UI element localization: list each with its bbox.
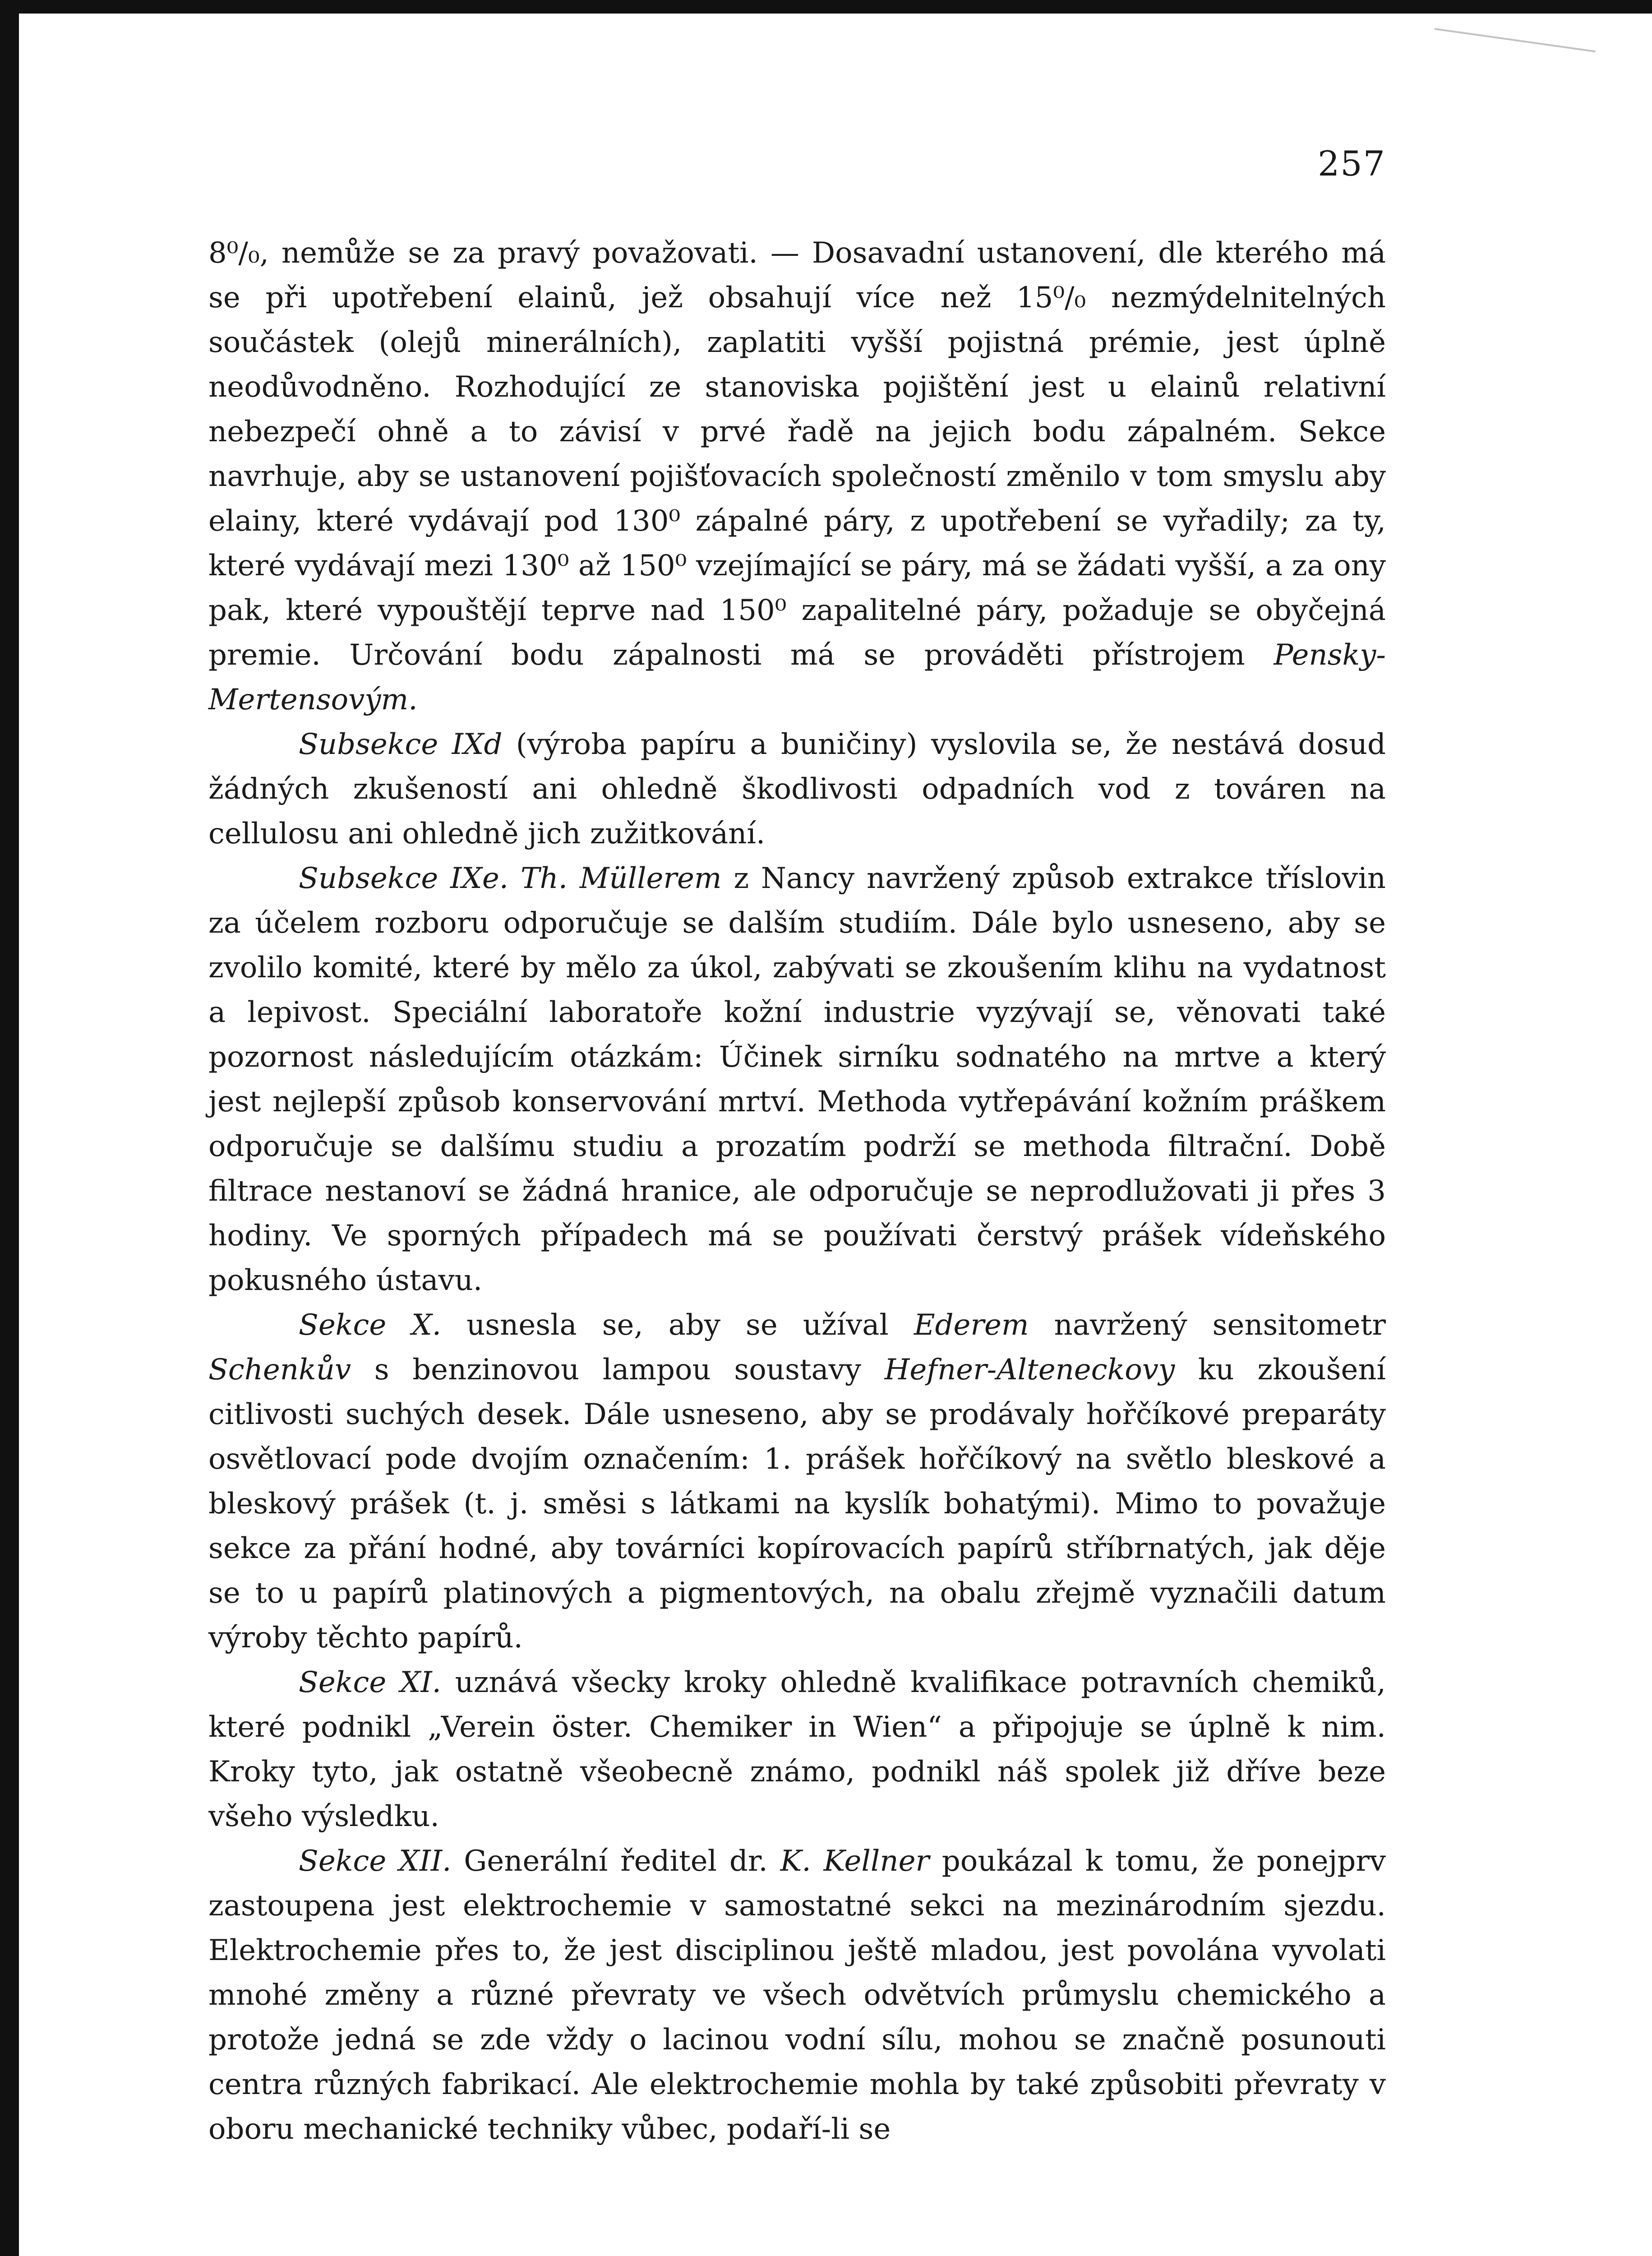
body-text [208,231,1386,2152]
text-run-italic: Hefner-Alteneckovy [884,1353,1175,1387]
text-run: (výroba papíru a buničiny) vyslovila se, že nestává dosud žádných zkušeností ani ohledně škodlivosti odpadních vod z továren na cellulosu ani ohledně jich zužitkování. [208,728,1386,851]
scan-border-left [0,0,19,2256]
text-run-italic: Pensky-Mertensovým. [208,638,1386,717]
text-run: Generální ředitel dr. [451,1845,780,1878]
text-run-italic: Subsekce IXe. Th. Müllerem [299,862,722,895]
scan-border-top [0,0,1652,14]
paragraph [208,231,1386,722]
text-run-italic: Schenkův [208,1353,351,1387]
text-run-italic: Ederem [914,1308,1029,1342]
text-run: navržený sensitometr [1029,1308,1386,1342]
text-run: usnesla se, aby se užíval [441,1308,914,1342]
text-run: ku zkoušení citlivosti suchých desek. Dále usneseno, aby se prodávaly hořčíkové preparáty osvětlovací pode dvojím označením: 1. prášek hořčíkový na světlo bleskové a bleskový prášek (t. j. směsi s látkami na kyslík bohatými). Mimo to považuje sekce za přání hodné, aby továrníci kopírovacích papírů stříbrnatých, jak děje se to u papírů platinových a pigmentových, na obalu zřejmě vyznačili datum výroby těchto papírů. [208,1353,1386,1655]
text-run-italic: Sekce XII. [299,1845,452,1878]
paragraph [208,1660,1386,1839]
text-run: poukázal k tomu, že ponejprv zastoupena jest elektrochemie v samostatné sekci na mezinárodním sjezdu. Elektrochemie přes to, že jest disciplinou ještě mladou, jest povolána vyvolati mnohé změny a různé převraty ve všech odvětvích průmyslu chemického a protože jedná se zde vždy o lacinou vodní sílu, mohou se značně posunouti centra různých fabrikací. Ale elektrochemie mohla by také způsobiti převraty v oboru mechanické techniky vůbec, podaří-li se [208,1845,1386,2146]
text-run: uznává všecky kroky ohledně kvalifikace potravních chemiků, které podnikl „Verein öster. Chemiker in Wien“ a připojuje se úplně k nim. Kroky tyto, jak ostatně všeobecně známo, podnikl náš spolek již dříve beze všeho výsledku. [208,1666,1386,1833]
text-run: z Nancy navržený způsob extrakce tříslovin za účelem rozboru odporučuje se dalším studiím. Dále bylo usneseno, aby se zvolilo komité, které by mělo za úkol, zabývati se zkoušením klihu na vydatnost a lepivost. Speciální laboratoře kožní industrie vyzývají se, věnovati také pozornost následujícím otázkám: Účinek sirníku sodnatého na mrtve a který jest nejlepší způsob konservování mrtví. Methoda vytřepávání kožním práškem odporučuje se dalšímu studiu a prozatím podrží se methoda filtrační. Době filtrace nestanoví se žádná hranice, ale odporučuje se neprodlužovati ji přes 3 hodiny. Ve sporných případech má se používati čerstvý prášek vídeňského pokusného ústavu. [208,862,1386,1297]
text-run-italic: K. Kellner [780,1845,930,1878]
text-run: s benzinovou lampou soustavy [351,1353,885,1387]
text-run-italic: Subsekce IXd [299,728,503,761]
text-run: 8⁰/₀, nemůže se za pravý považovati. — Dosavadní ustanovení, dle kterého má se při upotřebení elainů, jež obsahují více než 15⁰/₀ nezmýdelnitelných součástek (olejů minerálních), zaplatiti vyšší pojistná prémie, jest úplně neodůvodněno. Rozhodující ze stanoviska pojištění jest u elainů relativní nebezpečí ohně a to závisí v prvé řadě na jejich bodu zápalném. Sekce navrhuje, aby se ustanovení pojišťovacích společností změnilo v tom smyslu aby elainy, které vydávají pod 130⁰ zápalné páry, z upotřebení se vyřadily; za ty, které vydávají mezi 130⁰ až 150⁰ vzejímající se páry, má se žádati vyšší, a za ony pak, které vypouštějí teprve nad 150⁰ zapalitelné páry, požaduje se obyčejná premie. Určování bodu zápalnosti má se prováděti přístrojem [208,236,1386,672]
paragraph [208,722,1386,856]
text-run-italic: Sekce XI. [299,1666,441,1699]
paragraph [208,856,1386,1303]
paragraph [208,1303,1386,1660]
text-run-italic: Sekce X. [299,1308,442,1342]
paragraph [208,1839,1386,2152]
page-number: 257 [1317,143,1386,184]
scan-streak [1435,28,1596,52]
